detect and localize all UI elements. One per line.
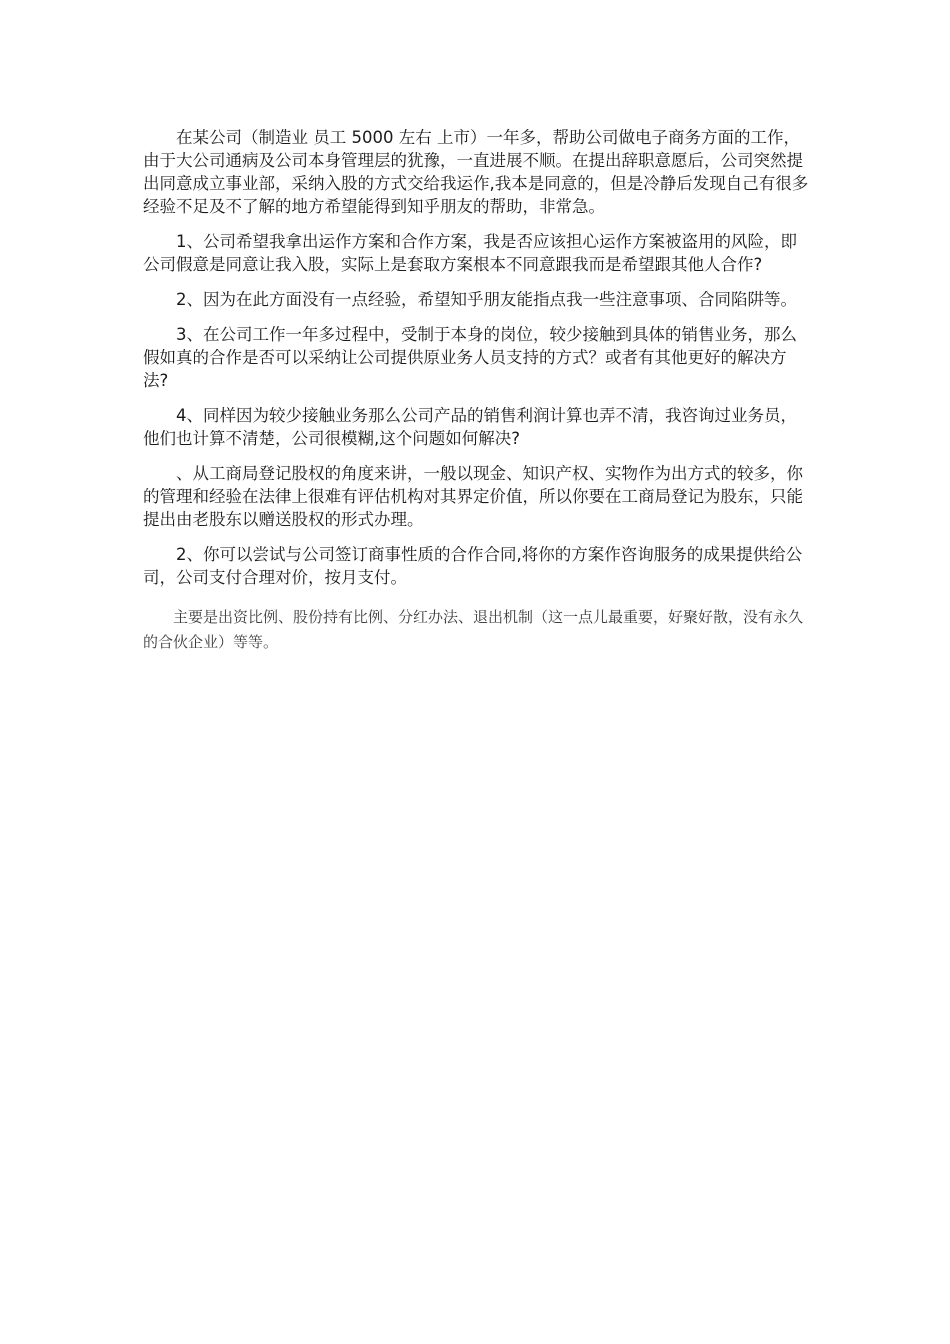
paragraph-question-1: 1、公司希望我拿出运作方案和合作方案，我是否应该担心运作方案被盗用的风险，即公司假意是同意让我入股，实际上是套取方案根本不同意跟我而是希望跟其他人合作? bbox=[143, 232, 797, 274]
paragraph-question-4: 4、同样因为较少接触业务那么公司产品的销售利润计算也弄不清，我咨询过业务员，他们也计算不清楚，公司很模糊,这个问题如何解决? bbox=[143, 406, 797, 448]
paragraph-question-2: 2、因为在此方面没有一点经验，希望知乎朋友能指点我一些注意事项、合同陷阱等。 bbox=[176, 290, 797, 309]
paragraph-answer-3: 主要是出资比例、股份持有比例、分红办法、退出机制（这一点儿最重要，好聚好散，没有永久的合伙企业）等等。 bbox=[143, 608, 804, 651]
paragraph-intro: 在某公司（制造业 员工 5000 左右 上市）一年多，帮助公司做电子商务方面的工作，由于大公司通病及公司本身管理层的犹豫，一直进展不顺。在提出辞职意愿后，公司突然提出同意成立事业部，采纳入股的方式交给我运作,我本是同意的，但是冷静后发现自己有很多经验不足及不了解的地方希望能得到知乎朋友的帮助，非常急。 bbox=[143, 128, 809, 216]
paragraph-answer-2: 2、你可以尝试与公司签订商事性质的合作合同,将你的方案作咨询服务的成果提供给公司，公司支付合理对价，按月支付。 bbox=[143, 545, 803, 587]
paragraph-question-3: 3、在公司工作一年多过程中，受制于本身的岗位，较少接触到具体的销售业务，那么假如真的合作是否可以采纳让公司提供原业务人员支持的方式？或者有其他更好的解决方法? bbox=[143, 325, 797, 390]
paragraph-answer-1: 、从工商局登记股权的角度来讲，一般以现金、知识产权、实物作为出方式的较多，你的管理和经验在法律上很难有评估机构对其界定价值，所以你要在工商局登记为股东，只能提出由老股东以赠送股权的形式办理。 bbox=[143, 464, 803, 529]
document-body bbox=[143, 126, 811, 667]
